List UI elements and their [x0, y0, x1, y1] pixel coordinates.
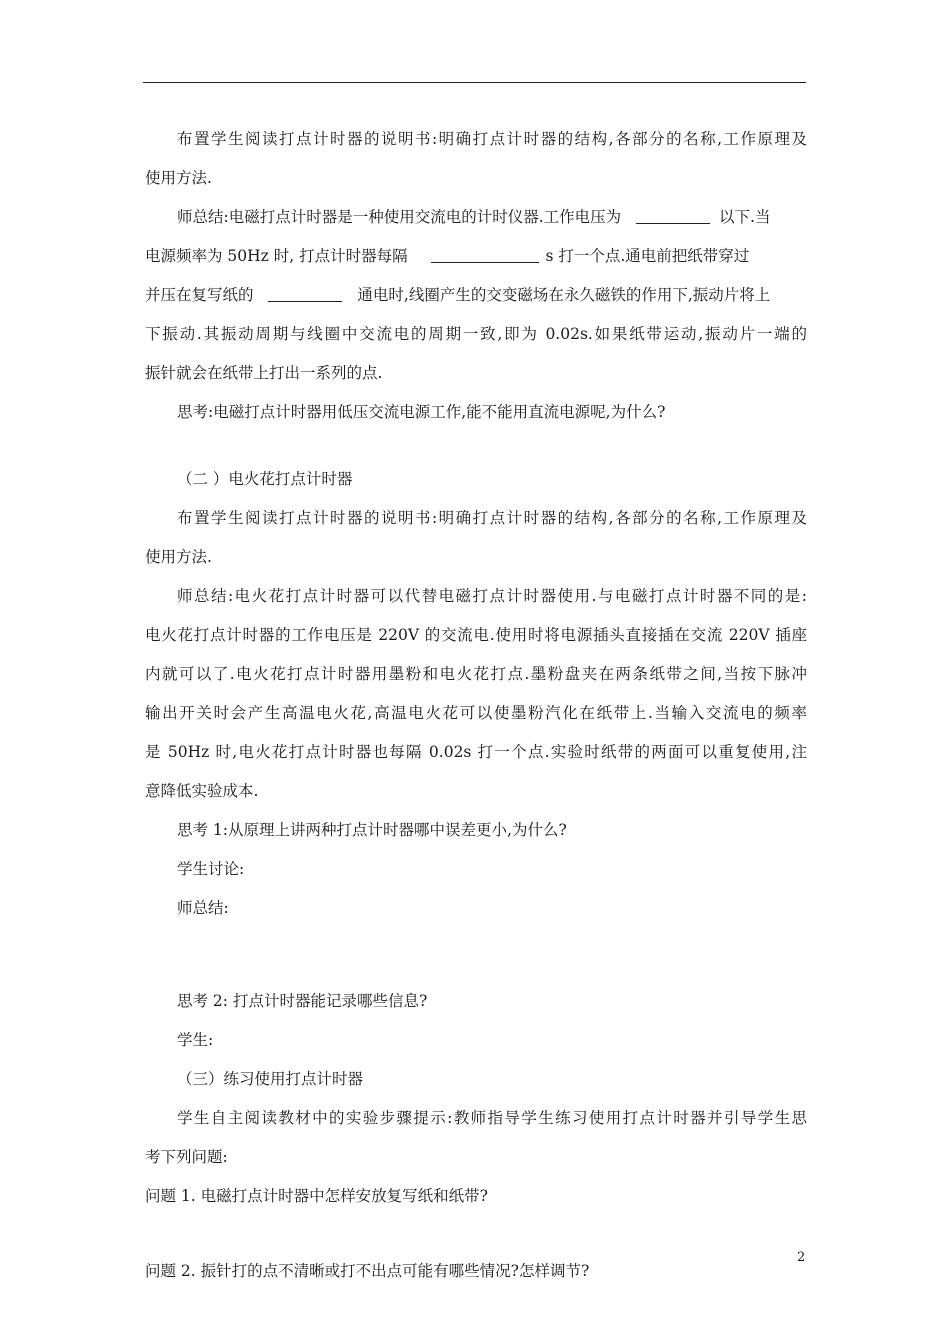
sec2-summary-line: 是 50Hz 时,电火花打点计时器也每隔 0.02s 打一个点.实验时纸带的两面可以重复使用,注 — [145, 743, 807, 761]
fill-blank-voltage — [636, 209, 710, 224]
sec2-think-2: 思考 2: 打点计时器能记录哪些信息? — [177, 992, 428, 1010]
sec1-paragraph-line: 使用方法. — [145, 169, 212, 187]
text-fragment: 师总结:电磁打点计时器是一种使用交流电的计时仪器.工作电压为 — [177, 208, 622, 226]
sec2-title: （二 ）电火花打点计时器 — [177, 470, 353, 488]
sec2-think-1: 思考 1:从原理上讲两种打点计时器哪中误差更小,为什么? — [177, 821, 567, 839]
sec1-think: 思考:电磁打点计时器用低压交流电源工作,能不能用直流电源呢,为什么? — [177, 403, 666, 421]
text-fragment: 电源频率为 50Hz 时, 打点计时器每隔 — [145, 247, 408, 265]
sec1-summary-line — [145, 284, 770, 306]
sec1-summary-line: 振针就会在纸带上打出一系列的点. — [145, 364, 383, 382]
sec3-paragraph-line: 学生自主阅读教材中的实验步骤提示:教师指导学生练习使用打点计时器并引导学生思 — [177, 1109, 807, 1127]
sec2-summary-line: 意降低实验成本. — [145, 782, 259, 800]
fill-blank-interval — [431, 248, 539, 263]
text-fragment: s 打一个点.通电前把纸带穿过 — [545, 247, 750, 265]
sec1-paragraph-line: 布置学生阅读打点计时器的说明书:明确打点计时器的结构,各部分的名称,工作原理及 — [177, 130, 807, 148]
sec2-student-discussion: 学生讨论: — [177, 860, 245, 878]
header-rule — [143, 82, 806, 83]
fill-blank-position — [268, 287, 342, 302]
text-fragment: 并压在复写纸的 — [145, 286, 254, 304]
sec3-paragraph-line: 考下列问题: — [145, 1148, 228, 1166]
sec3-question-2: 问题 2. 振针打的点不清晰或打不出点可能有哪些情况?怎样调节? — [145, 1262, 590, 1280]
sec2-summary-line: 内就可以了.电火花打点计时器用墨粉和电火花打点.墨粉盘夹在两条纸带之间,当按下脉冲 — [145, 665, 807, 683]
text-fragment: 通电时,线圈产生的交变磁场在永久磁铁的作用下,振动片将上 — [357, 286, 771, 304]
sec2-paragraph-line: 使用方法. — [145, 548, 212, 566]
page-number: 2 — [797, 1250, 806, 1265]
sec1-summary-line — [145, 245, 749, 267]
sec1-summary-line — [145, 206, 770, 228]
sec2-teacher-summary: 师总结: — [177, 899, 229, 917]
sec2-summary-line: 电火花打点计时器的工作电压是 220V 的交流电.使用时将电源插头直接插在交流 220V 插座 — [145, 626, 807, 644]
sec1-summary-line: 下振动.其振动周期与线圈中交流电的周期一致,即为 0.02s.如果纸带运动,振动片一端的 — [145, 325, 807, 343]
sec2-summary-line: 输出开关时会产生高温电火花,高温电火花可以使墨粉汽化在纸带上.当输入交流电的频率 — [145, 704, 807, 722]
sec3-question-1: 问题 1. 电磁打点计时器中怎样安放复写纸和纸带? — [145, 1187, 488, 1205]
sec2-paragraph-line: 布置学生阅读打点计时器的说明书:明确打点计时器的结构,各部分的名称,工作原理及 — [177, 509, 807, 527]
sec3-title: （三）练习使用打点计时器 — [177, 1070, 364, 1088]
sec2-student: 学生: — [177, 1031, 214, 1049]
sec2-summary-line: 师总结:电火花打点计时器可以代替电磁打点计时器使用.与电磁打点计时器不同的是: — [177, 587, 807, 605]
text-fragment: 以下.当 — [719, 208, 771, 226]
